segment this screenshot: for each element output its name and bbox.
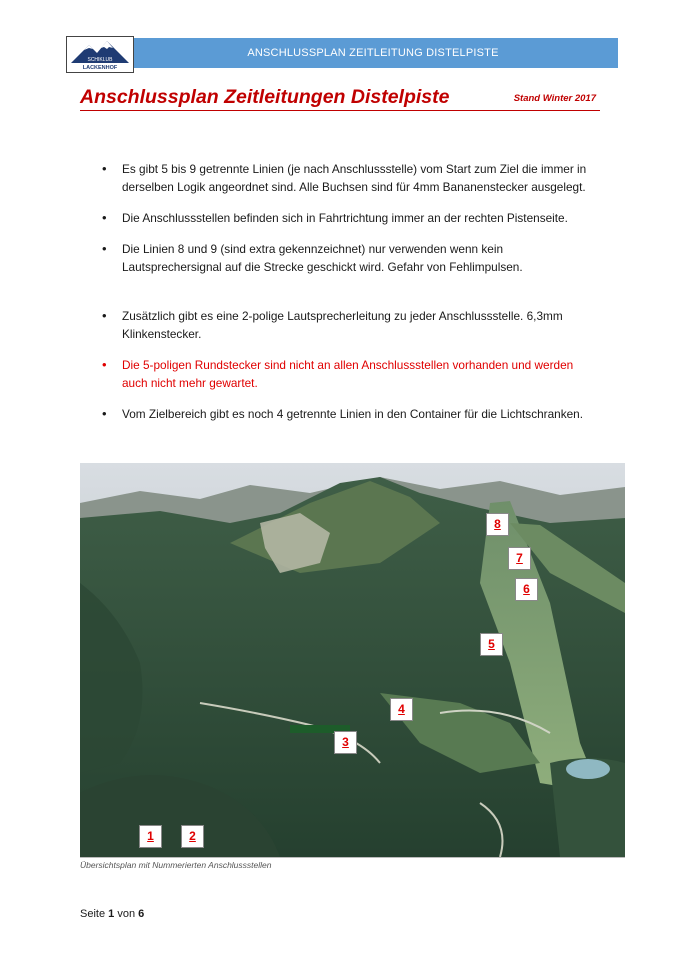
logo-text-top: SCHIKLUB bbox=[87, 57, 113, 63]
page-footer bbox=[80, 908, 144, 920]
stand-date: Stand Winter 2017 bbox=[513, 93, 596, 104]
info-bullet-list bbox=[100, 160, 590, 423]
club-logo bbox=[66, 36, 134, 73]
bullet-item: • Vom Zielbereich gibt es noch 4 getrennte Linien in den Container für die Lichtschranken. bbox=[100, 405, 590, 423]
footer-middle: von bbox=[114, 908, 139, 920]
bullet-item: • Es gibt 5 bis 9 getrennte Linien (je nach Anschlussstelle) vom Start zum Ziel die immer in derselben Logik angeordnet sind. Alle Buchsen sind für 4mm Bananenstecker ausgelegt. bbox=[100, 160, 590, 196]
connection-point-marker-8: 8 bbox=[486, 513, 509, 536]
map-caption: Übersichtsplan mit Nummerierten Anschlussstellen bbox=[80, 857, 625, 870]
document-title: Anschlussplan Zeitleitungen Distelpiste bbox=[80, 86, 450, 108]
overview-map bbox=[80, 463, 625, 857]
bullet-item: • Zusätzlich gibt es eine 2-polige Lautsprecherleitung zu jeder Anschlussstelle. 6,3mm Klinkenstecker. bbox=[100, 307, 590, 343]
bullet-item: • Die Anschlussstellen befinden sich in Fahrtrichtung immer an der rechten Pistenseite. bbox=[100, 209, 590, 227]
connection-point-marker-5: 5 bbox=[480, 633, 503, 656]
connection-point-marker-4: 4 bbox=[390, 698, 413, 721]
bullet-item: • Die Linien 8 und 9 (sind extra gekennzeichnet) nur verwenden wenn kein Lautsprechersignal auf die Strecke geschickt wird. Gefahr von Fehlimpulsen. bbox=[100, 240, 590, 276]
header-title: ANSCHLUSSPLAN ZEITLEITUNG DISTELPISTE bbox=[247, 47, 499, 59]
current-page-number: 1 bbox=[108, 908, 115, 920]
connection-point-marker-2: 2 bbox=[181, 825, 204, 848]
logo-text-bottom: LACKENHOF bbox=[82, 65, 118, 71]
connection-point-marker-6: 6 bbox=[515, 578, 538, 601]
connection-point-marker-1: 1 bbox=[139, 825, 162, 848]
terrain-illustration bbox=[80, 463, 625, 857]
footer-prefix: Seite bbox=[80, 908, 109, 920]
title-row bbox=[80, 86, 600, 111]
bullet-item-warning: • Die 5-poligen Rundstecker sind nicht an allen Anschlussstellen vorhanden und werden auch nicht mehr gewartet. bbox=[100, 356, 590, 392]
header-band bbox=[128, 38, 618, 68]
total-page-count: 6 bbox=[138, 908, 145, 920]
connection-point-marker-7: 7 bbox=[508, 547, 531, 570]
connection-point-marker-3: 3 bbox=[334, 731, 357, 754]
